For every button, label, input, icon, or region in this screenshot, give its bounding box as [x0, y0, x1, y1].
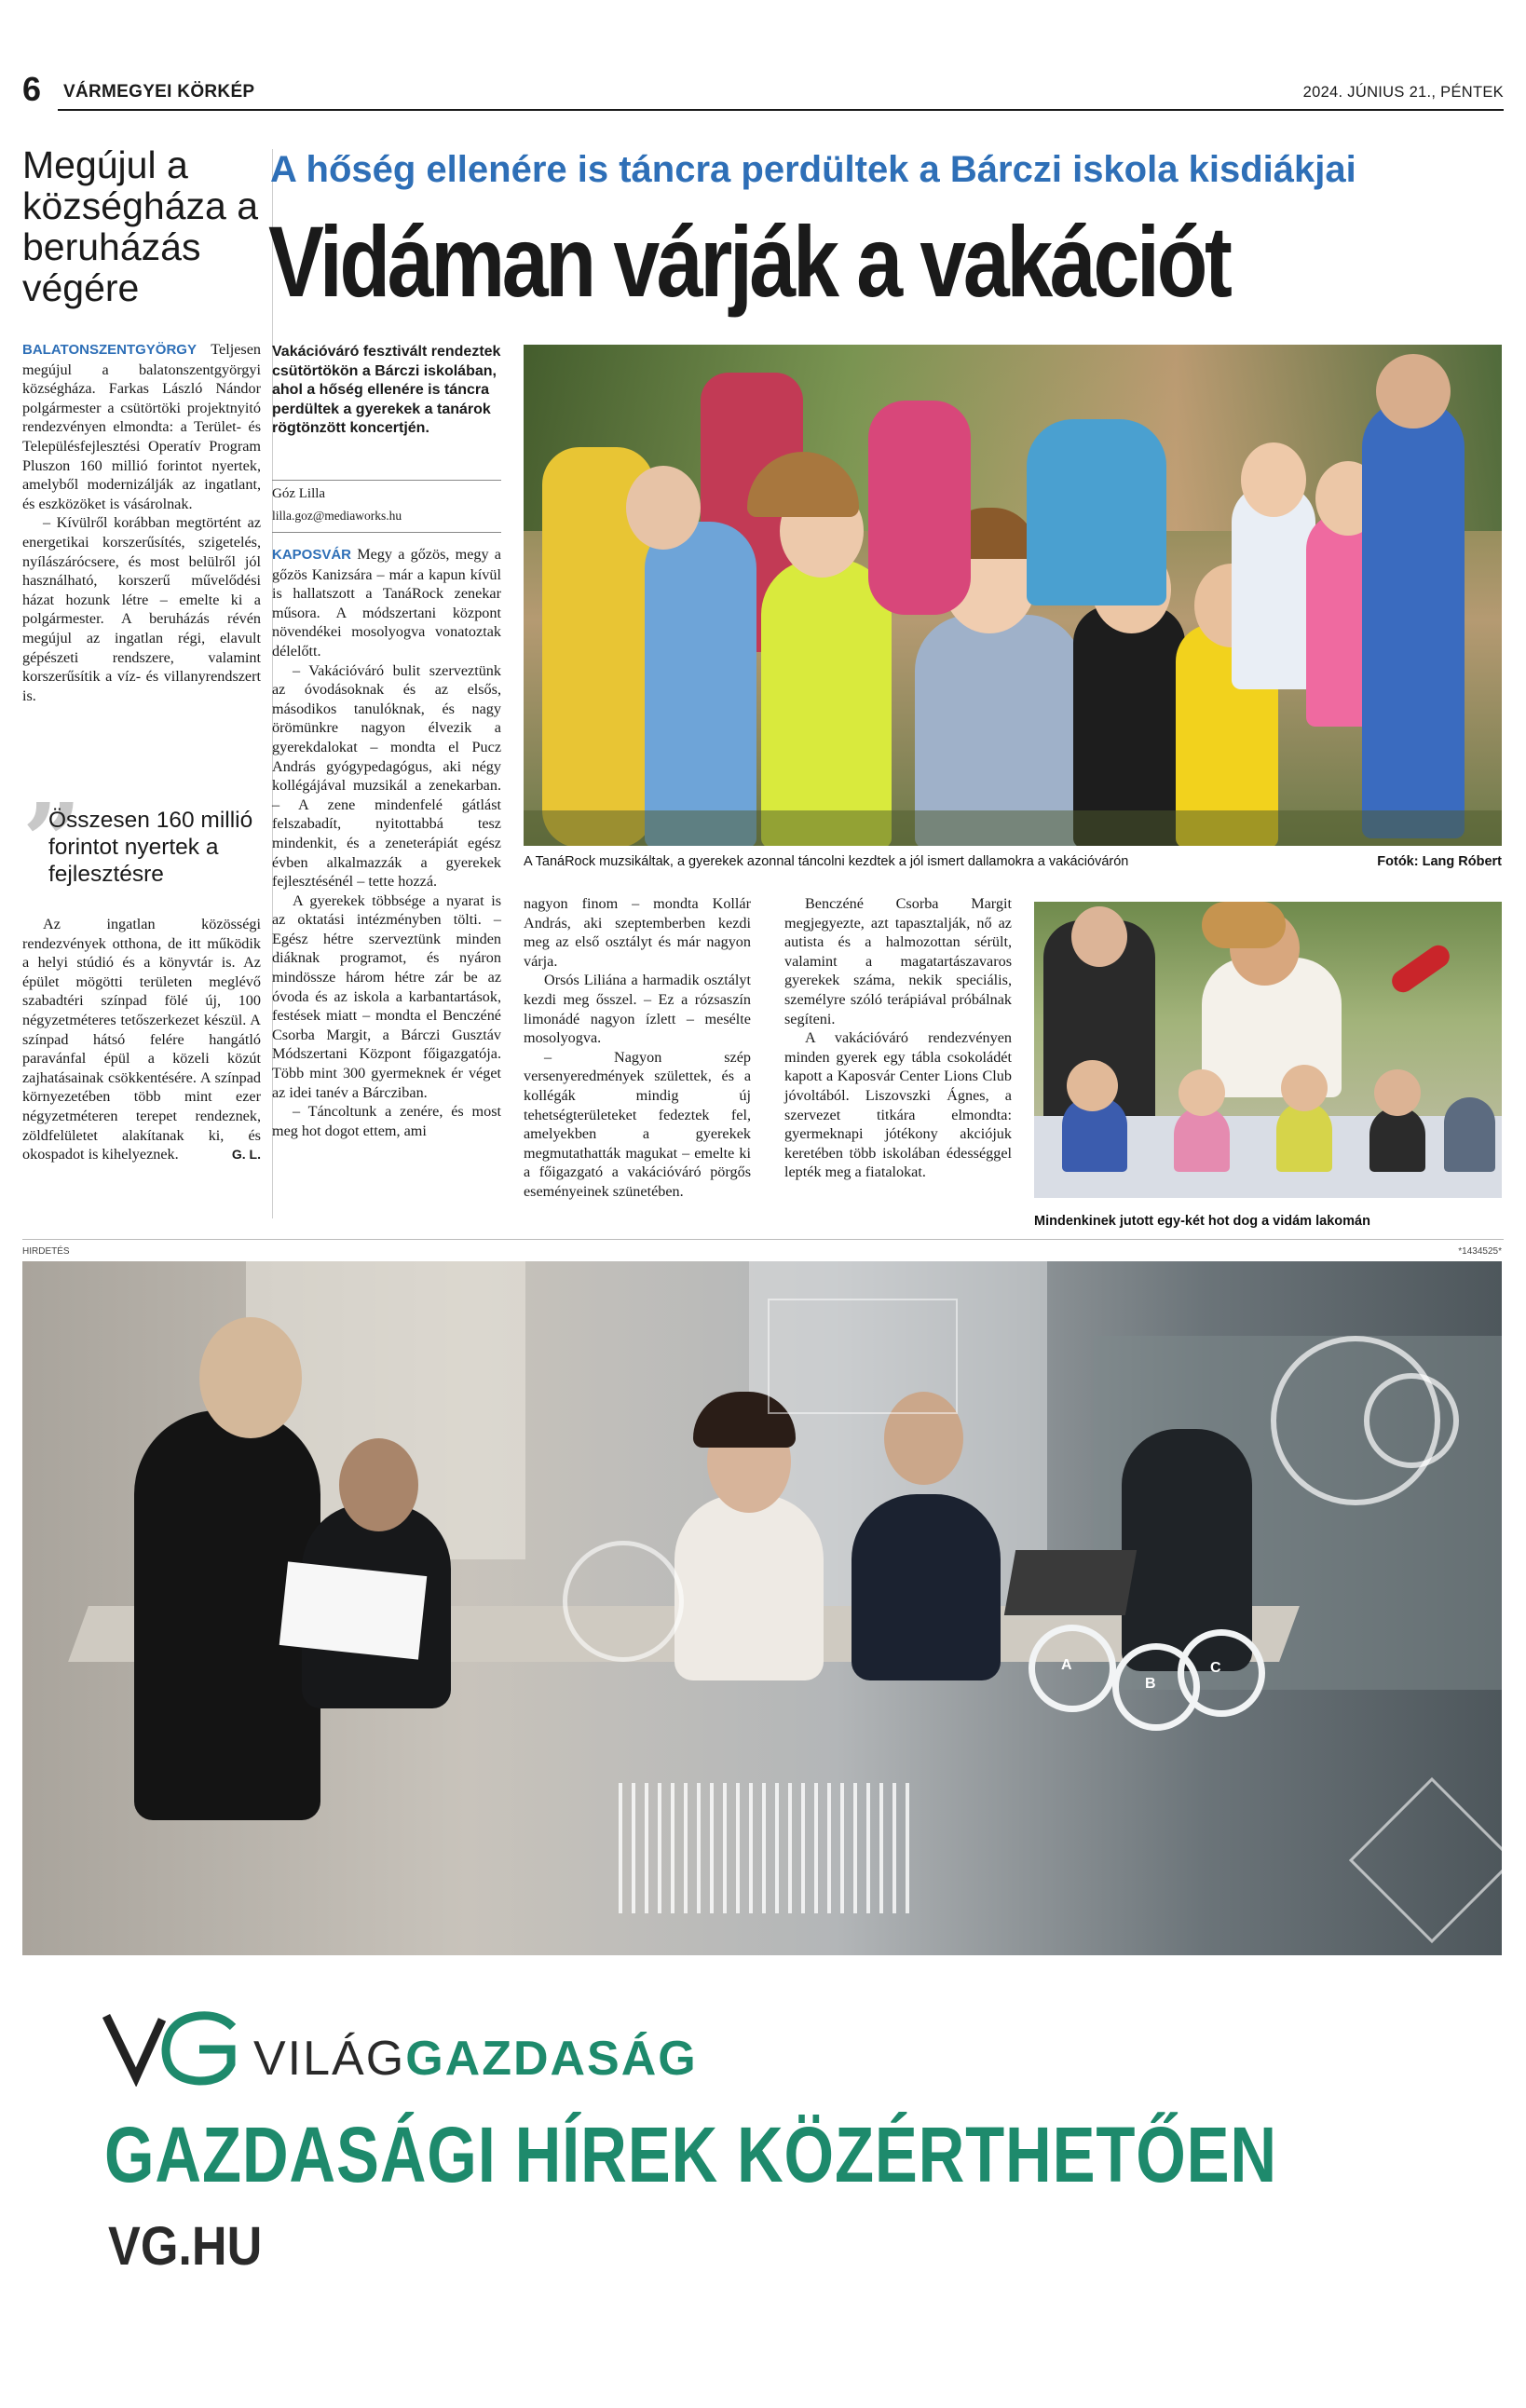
main-story-subtitle: A hőség ellenére is táncra perdültek a Bárczi iskola kisdiákjai [270, 149, 1356, 190]
vg-logo [102, 2010, 242, 2087]
main-story-paragraph: – Nagyon szép versenyeredmények születtek, és a kollégák mindig új tehetségterületeket fedeztek fel, amelyekben a gyerekek megmutathatták magukat – emelte ki a főigazgató a vakációváró pörgős eseményeinek szünetében. [524, 1048, 751, 1200]
pull-quote: Összesen 160 millió forintot nyertek a fejlesztésre [48, 808, 253, 887]
side-story-paragraph: – Kívülről korábban megtörtént az energetikai korszerűsítés, szigetelés, nyílászárócsere, és most belülről jól használható, korszerű művelődési házat hozunk létre – emelte ki a polgármester. A beruházás révén megújul az ingatlan régi, elavult gépészeti rendszere, valamint korszerűsítik a víz- és villanyrendszert is. [22, 514, 261, 704]
main-story-paragraph: – Vakációváró bulit szerveztünk az óvodásoknak és az elsős, másodikos tanulóknak, és nagy örömünkre nagyon élvezik a gyerekdalokat – mondta el Pucz András gyógypedagógus, aki négy kollégájával muzsikál a zenekarban. – A zene mindenfelé gátlást felszabadít, nyitottabbá tesz mindenkit, és a zeneterápiát egész évben alkalmazzák a gyerekek fejlesztésénél – tette hozzá. [272, 661, 501, 891]
author-rule [272, 532, 501, 533]
lead-rule [272, 480, 501, 481]
author-name: Góz Lilla [272, 486, 326, 501]
ad-code: *1434525* [1458, 1246, 1502, 1257]
ad-label: HIRDETÉS [22, 1246, 70, 1257]
main-story-column-1 [272, 545, 501, 1140]
ad-chart-label-a: A [1061, 1657, 1072, 1673]
main-story-paragraph: A gyerekek többsége a nyarat is az oktatási intézményben tölti. – Egész hétre szerveztünk minden diáknak programot, és nyáron mindössze három hétre zár be az óvoda és az iskola a karbantartások, festések miatt – mondta el Benczéné Csorba Margit, a Bárczi Gusztáv Módszertani Központ főigazgatója. Több mint 300 gyermeknek ér véget az idei tanév a Bárcziban. [272, 891, 501, 1101]
side-story-paragraph: Teljesen megújul a balatonszentgyörgyi községháza. Farkas László Nándor polgármester a csütörtöki projektnyitó rendezvényen elmondta: a Terület- és Településfejlesztési Operatív Program Pluszon 160 millió forintot nyertek, amelyből modernizálják az ingatlant, és eszközöket is vásárolnak. [22, 341, 261, 512]
side-story-signature: G. L. [231, 1147, 261, 1163]
quote-mark-icon: ” [22, 781, 82, 901]
section-label: VÁRMEGYEI KÖRKÉP [63, 82, 255, 102]
main-story-paragraph: – Táncoltunk a zenére, és most meg hot dogot ettem, ami [272, 1103, 501, 1139]
page-number: 6 [22, 70, 42, 108]
main-story-column-2 [524, 894, 751, 1202]
main-story-column-3 [784, 894, 1012, 1182]
main-story-paragraph: Orsós Liliána a harmadik osztályt kezdi meg ősszel. – Ez a rózsaszín limonádé nagyon ízlett – mesélte mosolyogva. [524, 972, 751, 1047]
main-story-paragraph: nagyon finom – mondta Kollár András, aki szeptemberben kezdi meg az első osztályt és már nagyon várja. [524, 895, 751, 970]
photo-credit: Fotók: Lang Róbert [1377, 854, 1502, 869]
header-rule [58, 109, 1504, 111]
side-story-title: Megújul a községháza a beruházás végére [22, 143, 259, 309]
ad-rule [22, 1239, 1504, 1240]
ad-slogan: GAZDASÁGI HÍREK KÖZÉRTHETŐEN [104, 2111, 1278, 2198]
issue-date: 2024. JÚNIUS 21., PÉNTEK [1302, 84, 1504, 101]
photo-children-dancing [524, 345, 1502, 846]
ad-chart-label-b: B [1145, 1676, 1156, 1692]
side-story-kicker: BALATONSZENTGYÖRGY [22, 342, 197, 358]
main-story-kicker: KAPOSVÁR [272, 547, 352, 563]
side-story-body-bottom [22, 915, 261, 1164]
main-story-paragraph: Benczéné Csorba Margit megjegyezte, azt tapasztalják, nő az autista és a halmozottan sérült, valamint a magatartászavaros gyerekek száma, nekik speciális, személyre szóló terápiával próbálnak segíteni. [784, 895, 1012, 1027]
side-story-body-top [22, 340, 261, 705]
vg-logo-mark [102, 2010, 242, 2087]
photo-hot-dog-lunch [1034, 902, 1502, 1198]
main-story-paragraph: A vakációváró rendezvényen minden gyerek egy tábla csokoládét kapott a Kaposvár Center Lions Club jóvoltából. Liszovszki Ágnes, a szervezet titkára elmondta: gyermeknapi jótékony akciójuk keretében több iskolában édességgel lepték meg a fiatalokat. [784, 1029, 1012, 1181]
vg-brand-light: VILÁG [253, 2032, 406, 2086]
ad-chart-label-c: C [1210, 1660, 1221, 1676]
side-story-paragraph: Az ingatlan közösségi rendezvények otthona, de itt működik a helyi stúdió és a könyvtár is. Az épület mögötti területen meglévő szabadtéri színpad fölé új, 100 négyzetméteres tetőszerkezet készül. A színpad hátsó felére hangátló paravánfal épül a közeli közút zajhatásainak csökkentésére. A színpad környezetében több mint ezer négyzetméteren terepet rendeznek, zöldfelületet alakítanak ki, és okospadot is kihelyeznek. G. L. [22, 916, 261, 1163]
photo2-caption: Mindenkinek jutott egy-két hot dog a vidám lakomán [1034, 1214, 1370, 1229]
main-story-title: Vidáman várják a vakációt [268, 205, 1230, 318]
vg-brand-bold: GAZDASÁG [405, 2032, 698, 2086]
ad-url[interactable]: VG.HU [108, 2216, 263, 2277]
ad-meeting-photo [22, 1261, 1502, 1955]
vg-brand-name [253, 2031, 698, 2087]
main-story-paragraph: Megy a gőzös, megy a gőzös Kanizsára – már a kapun kívül is hallatszott a TanáRock zenekar műsora. A módszertani központ növendékei mosolyogva vonatoztak délelőtt. [272, 546, 501, 660]
photo1-caption: A TanáRock muzsikáltak, a gyerekek azonnal táncolni kezdtek a jól ismert dallamokra a vakációvárón [524, 854, 1129, 869]
author-email: lilla.goz@mediaworks.hu [272, 509, 402, 523]
main-story-lead: Vakációváró fesztivált rendeztek csütörtökön a Bárczi iskolában, ahol a hőség ellenére is táncra perdültek a gyerekek a tanárok rögtönzött koncertjén. [272, 344, 501, 436]
